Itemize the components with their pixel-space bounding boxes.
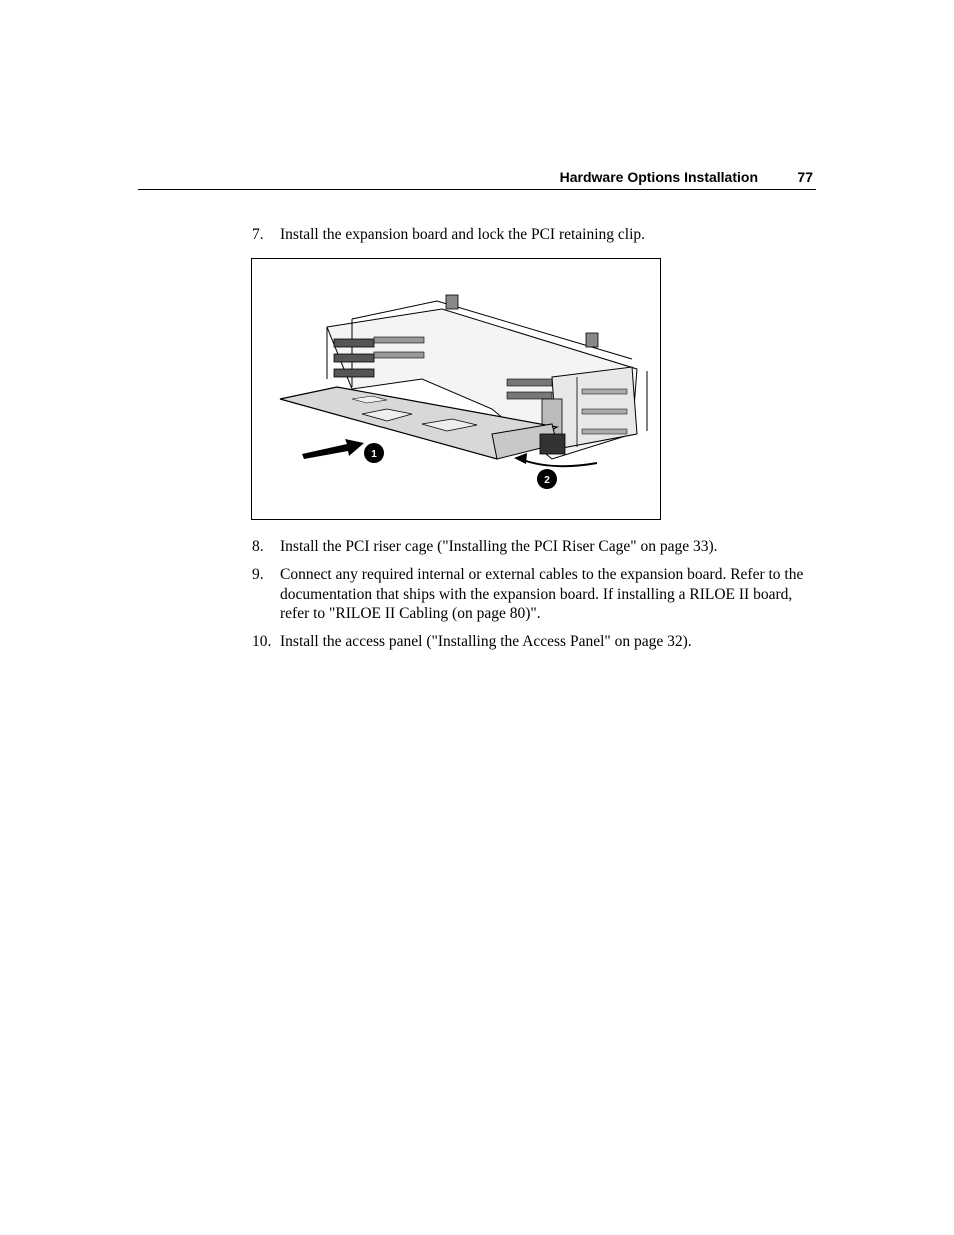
callout-1: 1 (371, 449, 377, 460)
callout-2: 2 (544, 475, 550, 486)
pci-riser-cage-illustration (252, 259, 662, 521)
step-number: 10. (252, 633, 272, 650)
page-header (138, 168, 816, 190)
step-number: 7. (252, 226, 264, 243)
step-10 (252, 632, 812, 652)
step-text: Install the PCI riser cage ("Installing the PCI Riser Cage" on page 33). (280, 538, 718, 555)
step-text: Connect any required internal or external cables to the expansion board. Refer to the documentation that ships with the expansion board. If installing a RILOE II board, refer to "RILOE II Cabling (on page 80)". (280, 566, 804, 622)
header-title: Hardware Options Installation (559, 169, 758, 185)
step-number: 9. (252, 566, 264, 583)
step-number: 8. (252, 538, 264, 555)
step-text: Install the access panel ("Installing the Access Panel" on page 32). (280, 633, 692, 650)
step-8 (252, 537, 812, 557)
step-text: Install the expansion board and lock the PCI retaining clip. (280, 226, 646, 243)
step-7 (252, 225, 812, 245)
expansion-board-figure (251, 258, 661, 520)
header-page-number: 77 (797, 169, 813, 185)
step-9 (252, 565, 812, 624)
